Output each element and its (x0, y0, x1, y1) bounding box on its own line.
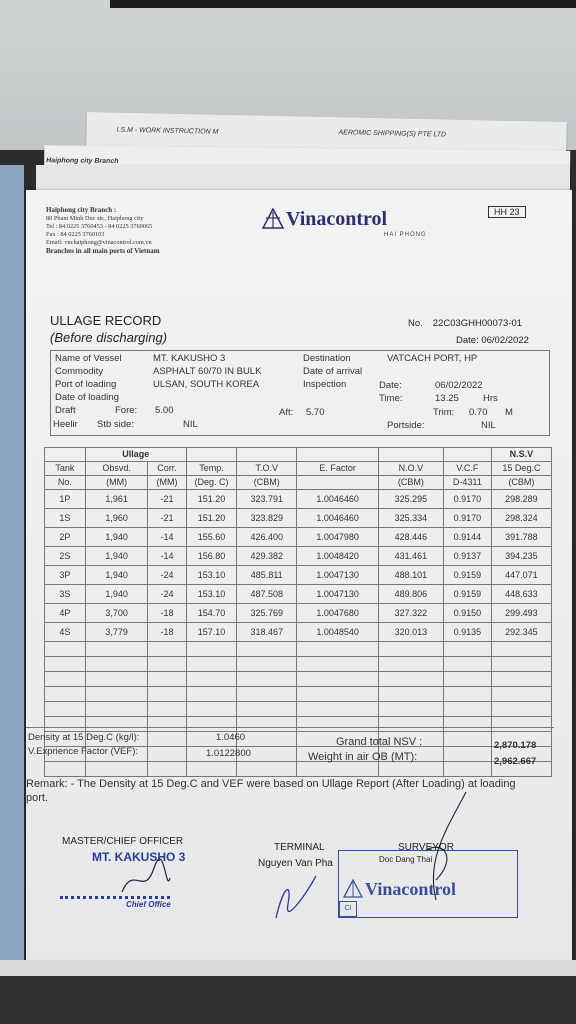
cell-nov: 327.322 (378, 604, 443, 623)
surveyor-name: Doc Dang Thai (379, 855, 433, 864)
vessel-value: MT. KAKUSHO 3 (153, 353, 226, 364)
doc-no-label: No. (408, 318, 423, 329)
header-unit-mm: (MM) (85, 476, 147, 490)
cell-nov: 428.446 (378, 528, 443, 547)
empty-cell (443, 702, 491, 717)
logo-subtitle: HAI PHONG (384, 232, 427, 238)
under-sheet-title: I.S.M - WORK INSTRUCTION M (116, 126, 219, 136)
cell-corr: -14 (148, 528, 186, 547)
cell-temp: 151.20 (186, 490, 236, 509)
desk-bottom (0, 976, 576, 1024)
density-label: Density at 15 Deg.C (kg/l): (28, 732, 140, 743)
document-number (408, 318, 522, 329)
cell-nov: 320.013 (378, 623, 443, 642)
branch-note: Branches in all main ports of Vietnam (46, 247, 160, 255)
branch-email: Email: vnchaiphong@vinacontrol.com.vn (46, 239, 152, 246)
letterhead-address (46, 206, 160, 256)
fore-value: 5.00 (155, 405, 174, 416)
inspection-label: Inspection (303, 379, 347, 390)
header-efactor: E. Factor (297, 462, 379, 476)
cell-nsv: 447.071 (491, 566, 551, 585)
cell-tov: 485.811 (237, 566, 297, 585)
under-sheet-branch: Haiphong city Branch (46, 157, 119, 166)
empty-row (45, 642, 552, 657)
doc-no-value: 22C03GHH00073-01 (432, 318, 523, 329)
cell-corr: -21 (148, 490, 186, 509)
time-value: 13.25 (435, 393, 459, 404)
trim-label: Trim: (433, 407, 455, 418)
cell-nsv: 292.345 (491, 623, 551, 642)
empty-cell (443, 657, 491, 672)
table-row (45, 585, 552, 604)
empty-cell (378, 687, 443, 702)
blue-folder (0, 165, 24, 985)
header-tank: Tank (45, 462, 86, 476)
cell-nov: 488.101 (378, 566, 443, 585)
terminal-signature-icon (266, 864, 326, 924)
table-row (45, 604, 552, 623)
empty-cell (148, 702, 186, 717)
cell-tank: 2P (45, 528, 86, 547)
cell-obsvd: 1,940 (85, 547, 147, 566)
table-row (45, 547, 552, 566)
ullage-record-document (26, 190, 572, 976)
empty-cell (378, 702, 443, 717)
cell-obsvd: 1,940 (85, 585, 147, 604)
empty-cell (491, 687, 551, 702)
cell-ef: 1.0047980 (297, 528, 379, 547)
totals-footer (26, 727, 554, 769)
arrival-label: Date of arrival (303, 366, 363, 377)
cell-tank: 3P (45, 566, 86, 585)
cell-ef: 1.0047130 (297, 566, 379, 585)
cell-nsv: 298.289 (491, 490, 551, 509)
remark-text: Remark: - The Density at 15 Deg.C and VEF were based on Ullage Report (After Loading) at loading port. (26, 778, 516, 804)
grand-total-label: Grand total NSV : (336, 736, 423, 748)
vessel-info-box (50, 350, 550, 436)
cell-tov: 429.382 (237, 547, 297, 566)
empty-cell (237, 672, 297, 687)
cell-temp: 151.20 (186, 509, 236, 528)
cell-vcf: 0.9159 (443, 566, 491, 585)
empty-cell (85, 657, 147, 672)
table-row (45, 490, 552, 509)
header-blank (297, 448, 379, 462)
header-blank (45, 448, 86, 462)
empty-cell (443, 672, 491, 687)
ship-stamp: MT. KAKUSHO 3 (92, 850, 186, 864)
master-signature-label: MASTER/CHIEF OFFICER (62, 836, 184, 847)
aft-label: Aft: (279, 407, 294, 418)
cell-obsvd: 3,779 (85, 623, 147, 642)
cell-nov: 431.461 (378, 547, 443, 566)
density-value: 1.0460 (216, 732, 246, 743)
stb-value: NIL (183, 419, 198, 430)
empty-cell (237, 642, 297, 657)
cell-tov: 426.400 (237, 528, 297, 547)
terminal-name: Nguyen Van Pha (258, 858, 333, 869)
terminal-label: TERMINAL (274, 842, 325, 853)
header-nov: N.O.V (378, 462, 443, 476)
table-row (45, 566, 552, 585)
cell-corr: -21 (148, 509, 186, 528)
header-unit-cbm: (CBM) (237, 476, 297, 490)
cell-tov: 318.467 (237, 623, 297, 642)
cell-tov: 323.829 (237, 509, 297, 528)
trim-value: 0.70 (469, 407, 488, 418)
header-unit-cbm: (CBM) (378, 476, 443, 490)
empty-cell (45, 687, 86, 702)
cell-ef: 1.0046460 (297, 509, 379, 528)
empty-cell (85, 672, 147, 687)
cell-nsv: 448.633 (491, 585, 551, 604)
port-label: Port of loading (55, 379, 117, 390)
empty-cell (148, 657, 186, 672)
weight-value: 2,962.667 (494, 756, 537, 767)
cell-corr: -24 (148, 585, 186, 604)
header-blank (186, 448, 236, 462)
cell-temp: 156.80 (186, 547, 236, 566)
header-obsvd: Obsvd. (85, 462, 147, 476)
empty-cell (85, 642, 147, 657)
empty-cell (186, 702, 236, 717)
cell-ef: 1.0047680 (297, 604, 379, 623)
destination-value: VATCACH PORT, HP (387, 353, 478, 364)
cell-obsvd: 3,700 (85, 604, 147, 623)
insp-date-value: 06/02/2022 (435, 380, 483, 391)
cell-vcf: 0.9170 (443, 509, 491, 528)
empty-row (45, 657, 552, 672)
empty-row (45, 672, 552, 687)
cell-temp: 153.10 (186, 566, 236, 585)
table-row (45, 623, 552, 642)
cell-vcf: 0.9170 (443, 490, 491, 509)
cell-temp: 153.10 (186, 585, 236, 604)
commodity-value: ASPHALT 60/70 IN BULK (153, 366, 262, 377)
vinacontrol-logo-icon (262, 208, 284, 230)
header-nsv: N.S.V (491, 448, 551, 462)
cell-obsvd: 1,940 (85, 528, 147, 547)
empty-cell (297, 642, 379, 657)
header-blank (237, 448, 297, 462)
empty-cell (491, 657, 551, 672)
empty-cell (443, 687, 491, 702)
cell-tov: 487.508 (237, 585, 297, 604)
header-unit-mm: (MM) (148, 476, 186, 490)
cell-obsvd: 1,961 (85, 490, 147, 509)
draft-label: Draft (55, 405, 76, 416)
empty-cell (378, 657, 443, 672)
empty-cell (85, 687, 147, 702)
empty-row (45, 687, 552, 702)
empty-cell (186, 672, 236, 687)
empty-cell (297, 672, 379, 687)
commodity-label: Commodity (55, 366, 104, 377)
empty-cell (45, 642, 86, 657)
cell-corr: -14 (148, 547, 186, 566)
portside-value: NIL (481, 420, 496, 431)
cell-corr: -18 (148, 623, 186, 642)
laptop-edge (110, 0, 576, 8)
cell-tov: 325.769 (237, 604, 297, 623)
vessel-label: Name of Vessel (55, 353, 122, 364)
cell-tank: 3S (45, 585, 86, 604)
document-date: Date: 06/02/2022 (456, 335, 529, 346)
form-code: HH 23 (488, 206, 526, 218)
empty-cell (491, 702, 551, 717)
grand-total-value: 2,870.178 (494, 740, 537, 751)
header-blank (297, 476, 379, 490)
empty-cell (237, 702, 297, 717)
cell-corr: -24 (148, 566, 186, 585)
empty-cell (148, 687, 186, 702)
empty-cell (186, 642, 236, 657)
cell-vcf: 0.9159 (443, 585, 491, 604)
time-label: Time: (379, 393, 403, 404)
header-no: No. (45, 476, 86, 490)
surveyor-label: SURVEYOR (398, 842, 454, 853)
stamp-brand: Vinacontrol (365, 879, 457, 899)
branch-fax: Fax : 84 0225 3760103 (46, 231, 105, 238)
cell-ef: 1.0048420 (297, 547, 379, 566)
empty-cell (237, 657, 297, 672)
heel-label: Heelir (53, 419, 78, 430)
cell-tank: 4S (45, 623, 86, 642)
chief-office-stamp: Chief Office (126, 900, 171, 909)
empty-cell (186, 687, 236, 702)
cell-nov: 489.806 (378, 585, 443, 604)
empty-cell (443, 642, 491, 657)
cell-ef: 1.0047130 (297, 585, 379, 604)
aft-value: 5.70 (306, 407, 325, 418)
header-blank (443, 448, 491, 462)
cell-nov: 325.334 (378, 509, 443, 528)
cell-obsvd: 1,960 (85, 509, 147, 528)
table-row (45, 528, 552, 547)
cell-tov: 323.791 (237, 490, 297, 509)
weight-label: Weight in air OB (MT): (308, 751, 418, 763)
document-title: ULLAGE RECORD (50, 313, 162, 328)
stamp-logo-icon (343, 879, 363, 899)
empty-cell (378, 642, 443, 657)
cell-corr: -18 (148, 604, 186, 623)
cell-ef: 1.0048540 (297, 623, 379, 642)
header-tov: T.O.V (237, 462, 297, 476)
header-ullage: Ullage (85, 448, 186, 462)
header-unit-degc: (Deg. C) (186, 476, 236, 490)
cell-tank: 2S (45, 547, 86, 566)
stb-label: Stb side: (97, 419, 134, 430)
stamp-ci: CI (339, 901, 357, 917)
branch-address: 80 Pham Minh Duc str., Haiphong city (46, 215, 144, 222)
cell-nsv: 299.493 (491, 604, 551, 623)
empty-cell (186, 657, 236, 672)
document-subtitle: (Before discharging) (50, 330, 168, 345)
vinacontrol-logo-text: Vinacontrol (286, 208, 388, 230)
fore-label: Fore: (115, 405, 138, 416)
branch-tel: Tel : 84 0225 3760453 - 84 0225 3760065 (46, 223, 153, 230)
cell-nsv: 394.235 (491, 547, 551, 566)
empty-cell (378, 672, 443, 687)
destination-label: Destination (303, 353, 351, 364)
cell-vcf: 0.9137 (443, 547, 491, 566)
cell-vcf: 0.9144 (443, 528, 491, 547)
cell-vcf: 0.9135 (443, 623, 491, 642)
empty-cell (297, 702, 379, 717)
header-d4311: D-4311 (443, 476, 491, 490)
cell-ef: 1.0046460 (297, 490, 379, 509)
cell-temp: 154.70 (186, 604, 236, 623)
header-corr: Corr. (148, 462, 186, 476)
header-vcf: V.C.F (443, 462, 491, 476)
cell-tank: 1S (45, 509, 86, 528)
table-row (45, 509, 552, 528)
empty-cell (45, 672, 86, 687)
vef-value: 1.0122800 (206, 748, 251, 759)
header-15degc: 15 Deg.C (491, 462, 551, 476)
empty-cell (297, 687, 379, 702)
empty-cell (45, 702, 86, 717)
cell-tank: 1P (45, 490, 86, 509)
header-unit-cbm: (CBM) (491, 476, 551, 490)
empty-cell (45, 657, 86, 672)
port-value: ULSAN, SOUTH KOREA (153, 379, 260, 390)
empty-cell (491, 672, 551, 687)
vef-label: V.Exprience Factor (VEF): (28, 746, 138, 757)
empty-cell (297, 657, 379, 672)
insp-date-label: Date: (379, 380, 402, 391)
cell-nsv: 391.788 (491, 528, 551, 547)
cell-obsvd: 1,940 (85, 566, 147, 585)
empty-cell (491, 642, 551, 657)
trim-unit: M (505, 407, 513, 418)
header-blank (378, 448, 443, 462)
header-temp: Temp. (186, 462, 236, 476)
empty-cell (237, 687, 297, 702)
master-signature-icon (114, 858, 174, 902)
surveyor-signature-icon (396, 790, 476, 910)
empty-cell (85, 702, 147, 717)
cell-temp: 157.10 (186, 623, 236, 642)
cell-nsv: 298.324 (491, 509, 551, 528)
cell-tank: 4P (45, 604, 86, 623)
date-loading-label: Date of loading (55, 392, 119, 403)
cell-vcf: 0.9150 (443, 604, 491, 623)
under-sheet-company: AEROMIC SHIPPING(S) PTE LTD (338, 129, 447, 139)
cell-temp: 155.60 (186, 528, 236, 547)
portside-label: Portside: (387, 420, 425, 431)
branch-title: Haiphong city Branch : (46, 206, 117, 214)
empty-row (45, 702, 552, 717)
hrs-unit: Hrs (483, 393, 498, 404)
empty-cell (148, 642, 186, 657)
cell-nov: 325.295 (378, 490, 443, 509)
empty-cell (148, 672, 186, 687)
